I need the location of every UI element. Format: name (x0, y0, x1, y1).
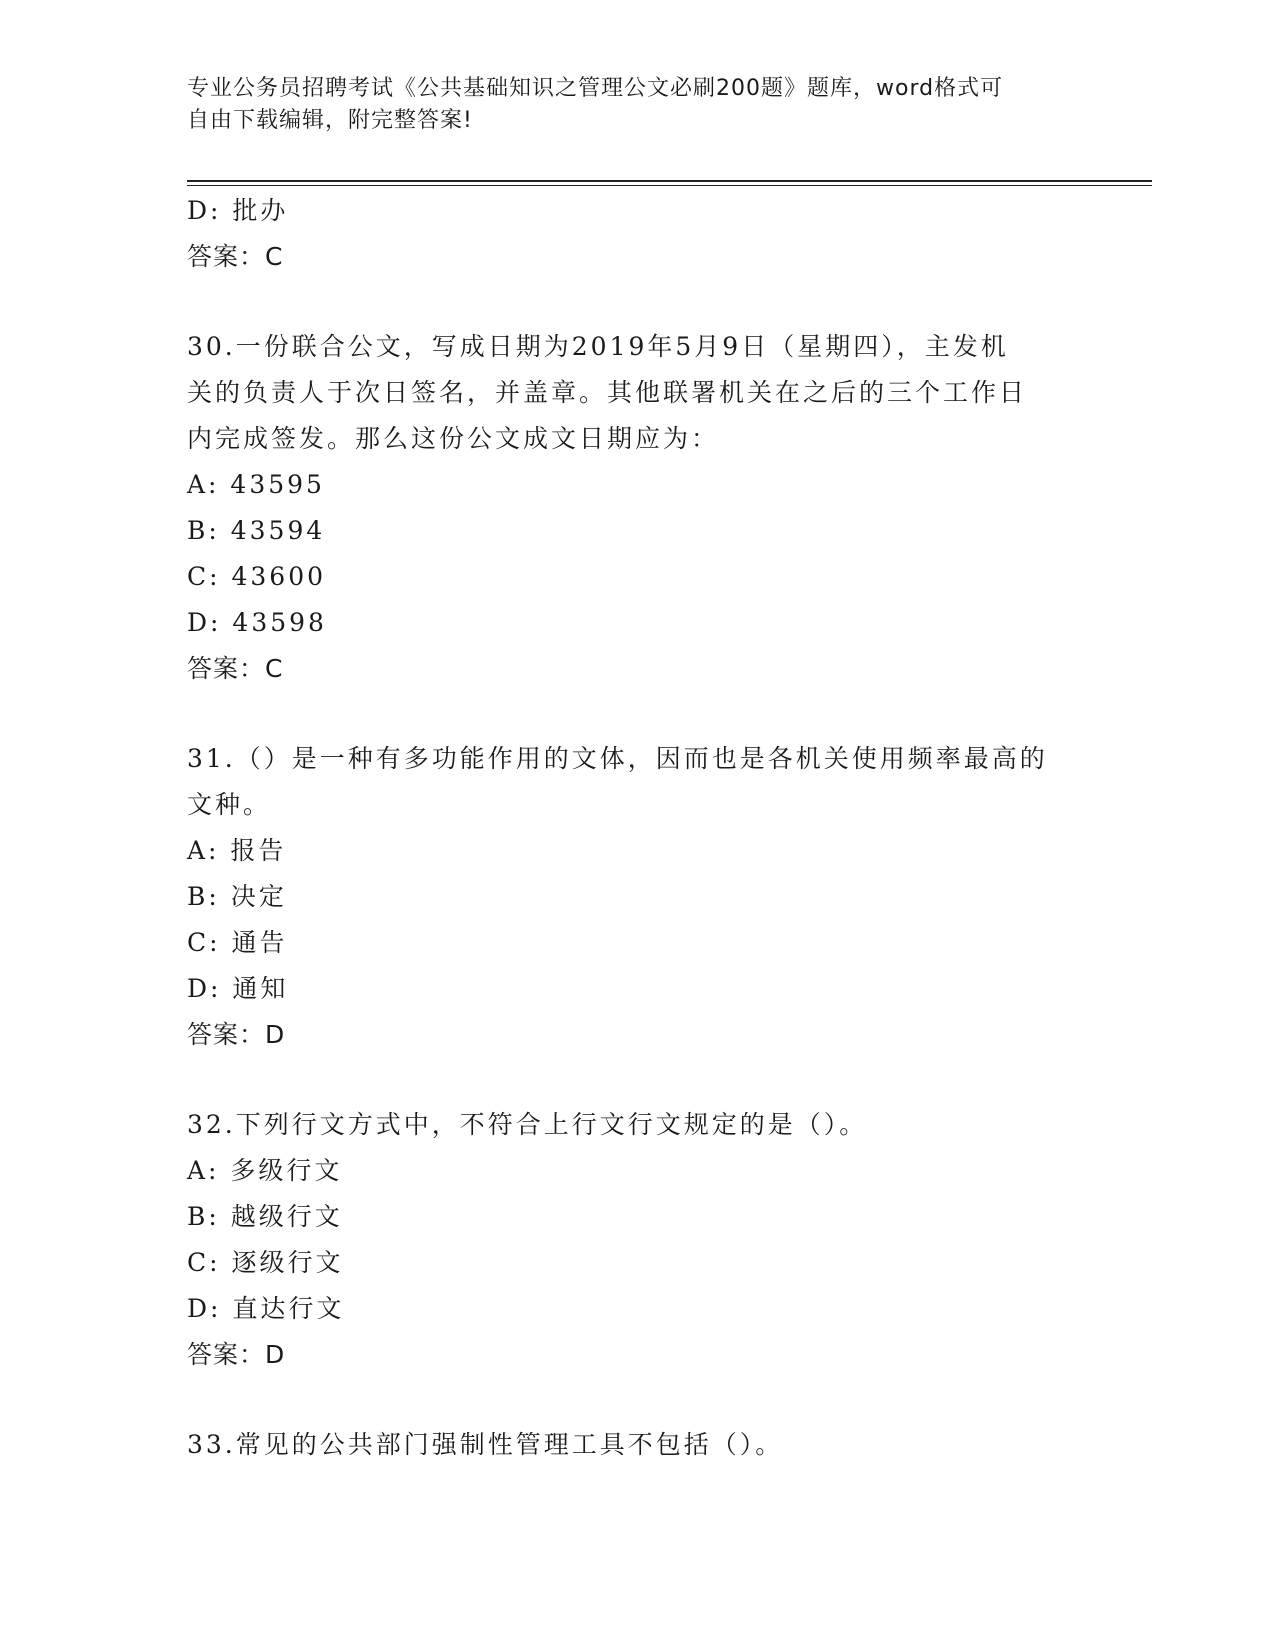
question-stem-line: 关的负责人于次日签名，并盖章。其他联署机关在之后的三个工作日 (187, 378, 1028, 407)
document-header (187, 73, 1067, 137)
spacer (187, 1058, 1087, 1102)
continuation-block (187, 188, 1087, 280)
answer-line: 答案：D (187, 1340, 286, 1369)
question-32 (187, 1102, 1087, 1378)
option-d: D: 直达行文 (187, 1294, 345, 1323)
answer-line: 答案：C (187, 242, 284, 271)
option-a: A: 43595 (187, 470, 325, 499)
question-stem-line: 31.（）是一种有多功能作用的文体，因而也是各机关使用频率最高的 (187, 744, 1048, 773)
header-rule-thin (187, 185, 1152, 186)
option-b: B: 43594 (187, 516, 326, 545)
spacer (187, 280, 1087, 324)
question-list (187, 188, 1087, 1468)
spacer (187, 692, 1087, 736)
header-line-2: 自由下载编辑，附完整答案! (187, 108, 473, 133)
answer-line: 答案：D (187, 1020, 286, 1049)
question-33 (187, 1422, 1087, 1468)
option-a: A: 报告 (187, 836, 287, 865)
option-a: A: 多级行文 (187, 1156, 343, 1185)
question-stem-line: 32.下列行文方式中，不符合上行文行文规定的是（）。 (187, 1110, 868, 1139)
question-stem-line: 30.一份联合公文，写成日期为2019年5月9日（星期四），主发机 (187, 332, 1009, 361)
option-b: B: 决定 (187, 882, 287, 911)
option-c: C: 43600 (187, 562, 327, 591)
header-line-1: 专业公务员招聘考试《公共基础知识之管理公文必刷200题》题库，word格式可 (187, 76, 1004, 101)
option-c: C: 逐级行文 (187, 1248, 344, 1277)
question-stem-line: 内完成签发。那么这份公文成文日期应为： (187, 424, 720, 453)
option-c: C: 通告 (187, 928, 288, 957)
question-stem-line: 33.常见的公共部门强制性管理工具不包括（）。 (187, 1430, 784, 1459)
question-31 (187, 736, 1087, 1058)
spacer (187, 1378, 1087, 1422)
option-d: D: 43598 (187, 608, 327, 637)
question-30 (187, 324, 1087, 692)
option-line: D: 批办 (187, 196, 289, 225)
option-b: B: 越级行文 (187, 1202, 343, 1231)
answer-line: 答案：C (187, 654, 284, 683)
option-d: D: 通知 (187, 974, 289, 1003)
question-stem-line: 文种。 (187, 790, 272, 819)
header-rule-thick (187, 180, 1152, 182)
